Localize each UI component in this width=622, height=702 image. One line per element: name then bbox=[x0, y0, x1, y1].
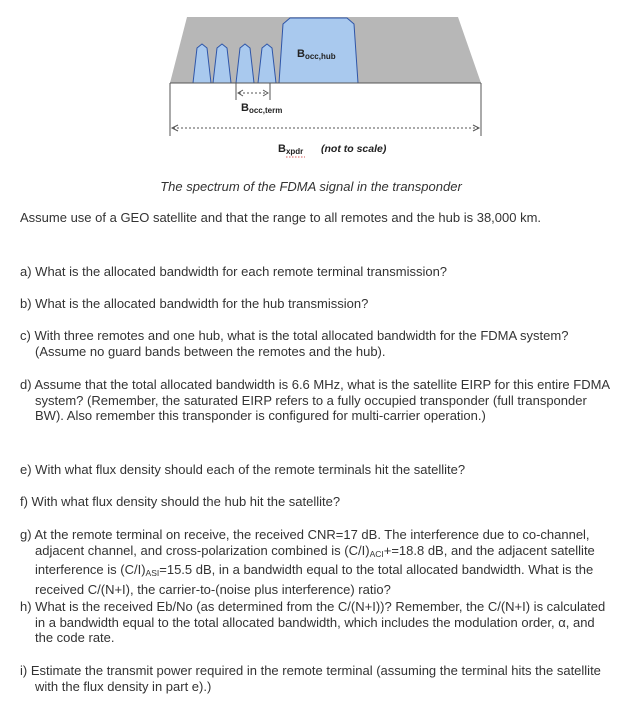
xpdr-bandwidth-label: Bxpdr bbox=[278, 143, 304, 156]
not-to-scale-note: (not to scale) bbox=[321, 143, 387, 155]
question-b: b) What is the allocated bandwidth for the hub transmission? bbox=[20, 296, 369, 311]
hub-carrier bbox=[279, 18, 358, 83]
fdma-spectrum-figure bbox=[0, 0, 622, 170]
question-d: d) Assume that the total allocated bandwidth is 6.6 MHz, what is the satellite EIRP for this entire FDMA system? (Remember, the saturated EIRP refers to a fully occupied transponder (full transponder BW). Also remember this transponder is configured for multi-carrier operation.) bbox=[20, 377, 610, 423]
intro-text: Assume use of a GEO satellite and that the range to all remotes and the hub is 38,000 km. bbox=[20, 210, 542, 225]
term-bandwidth-label: Bocc,term bbox=[241, 102, 283, 115]
question-f: f) With what flux density should the hub hit the satellite? bbox=[20, 494, 341, 509]
question-a: a) What is the allocated bandwidth for each remote terminal transmission? bbox=[20, 264, 448, 279]
question-e: e) With what flux density should each of the remote terminals hit the satellite? bbox=[20, 462, 466, 477]
question-h: h) What is the received Eb/No (as determined from the C/(N+I))? Remember, the C/(N+I) is calculated in a bandwidth equal to the total allocated bandwidth, which includes the modulation order, α, and the code rate. bbox=[20, 599, 606, 645]
question-c: c) With three remotes and one hub, what is the total allocated bandwidth for the FDMA system? (Assume no guard bands between the remotes and the hub). bbox=[20, 328, 569, 359]
figure-caption: The spectrum of the FDMA signal in the transponder bbox=[160, 179, 462, 194]
question-i: i) Estimate the transmit power required in the remote terminal (assuming the terminal hits the satellite with the flux density in part e).) bbox=[20, 663, 601, 694]
question-g: g) At the remote terminal on receive, the received CNR=17 dB. The interference due to co-channel, adjacent channel, and cross-polarization combined is $(C/I)_{ACI}+=18.8$ dB, and the adjacent satellite interference is $(C/I)_{ASI}=15.5$ dB, in a bandwidth equal to the total allocated bandwidth. What is the received C/(N+I), the carrier-to-(noise plus interference) ratio? bbox=[20, 527, 595, 597]
hub-bandwidth-label: Bocc,hub bbox=[297, 48, 336, 61]
